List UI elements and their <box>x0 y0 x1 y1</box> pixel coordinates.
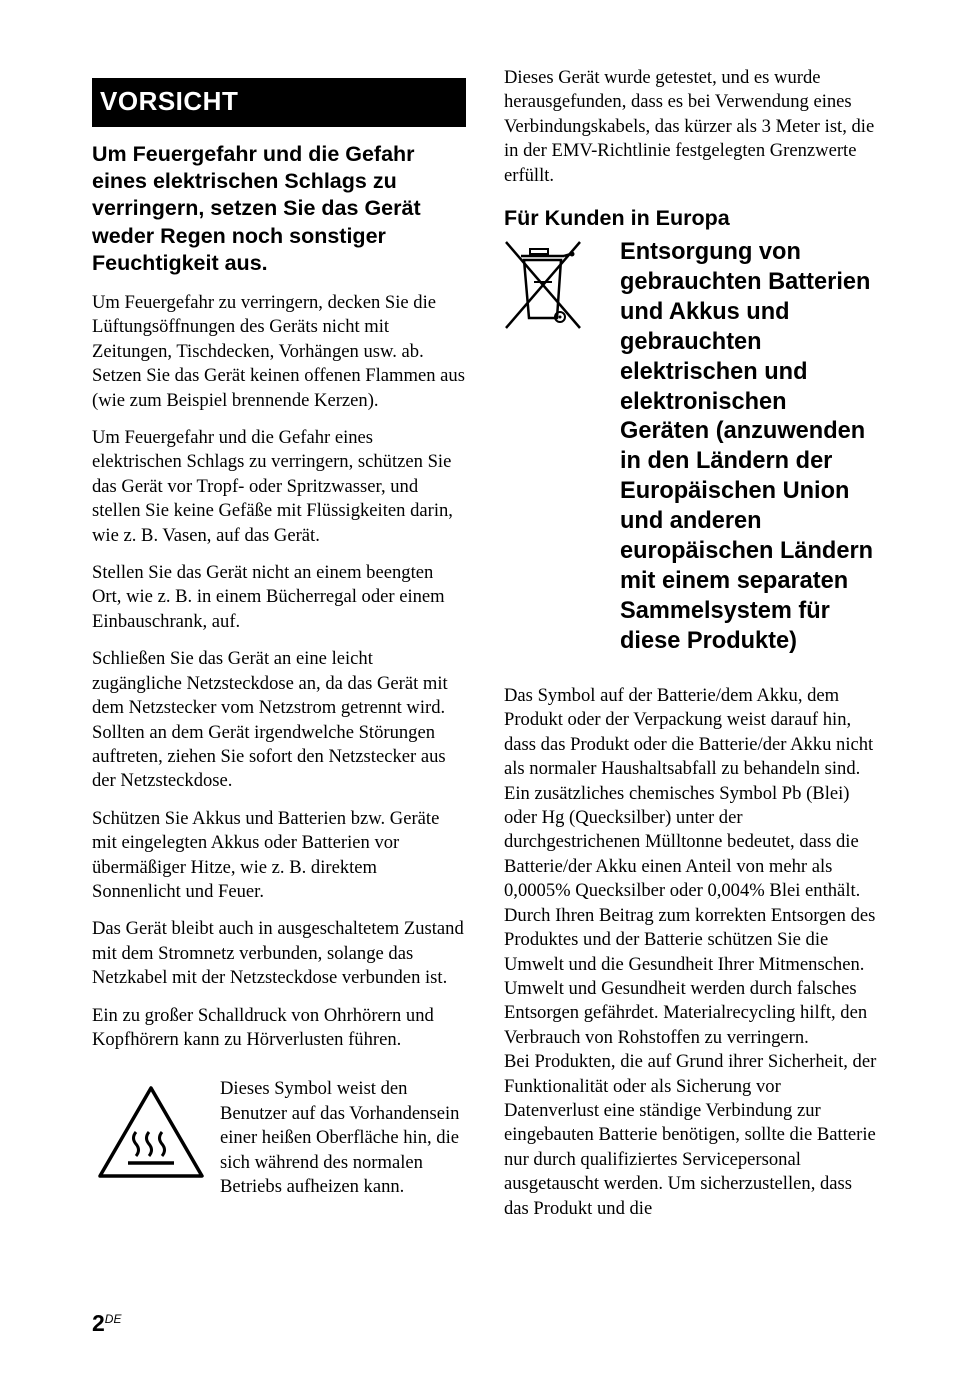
paragraph-confined-space: Stellen Sie das Gerät nicht an einem beengten Ort, wie z. B. in einem Bücherregal oder einem Einbauschrank, auf. <box>92 562 445 632</box>
paragraph-mains-outlet: Schließen Sie das Gerät an eine leicht zugängliche Netzsteckdose an, da das Gerät mit dem Netzstecker vom Netzstrom getrennt wird. Sollten an dem Gerät irgendwelche Störungen auftreten, ziehen Sie sofort den Netzstecker aus der Netzsteckdose. <box>92 648 448 792</box>
page-number-value: 2 <box>92 1310 105 1336</box>
weee-body: Das Symbol auf der Batterie/dem Akku, dem Produkt oder der Verpackung weist darauf hin, dass das Produkt oder die Batterie/der Akku nicht als normaler Haushaltsabfall zu behandeln sind. Ein zusätzliches chemisches Symbol Pb (Blei) oder Hg (Quecksilber) unter der durchgestrichenen Mülltonne bedeutet, dass die Batterie/der Akku einen Anteil von mehr als 0,0005% Quecksilber oder 0,004% Blei enthält. Durch Ihren Beitrag zum korrekten Entsorgen des Produktes und der Batterie schützen Sie die Umwelt und die Gesundheit Ihrer Mitmenschen. Umwelt und Gesundheit werden durch falsches Entsorgen gefährdet. Materialrecycling hilft, den Verbrauch von Rohstoffen zu verringern. <box>504 685 876 1048</box>
paragraph-sound-pressure: Ein zu großer Schalldruck von Ohrhörern und Kopfhörern kann zu Hörverlusten führen. <box>92 1004 434 1050</box>
paragraph-batteries-heat: Schützen Sie Akkus und Batterien bzw. Geräte mit eingelegten Akkus oder Batterien vor übermäßiger Hitze, wie z. B. direktem Sonnenlicht und Feuer. <box>92 807 440 902</box>
section-heading-europe: Für Kunden in Europa <box>504 206 730 231</box>
right-column <box>504 66 878 1221</box>
page-number <box>92 1310 121 1337</box>
weee-block <box>504 240 878 684</box>
weee-body-continued: Bei Produkten, die auf Grund ihrer Sicherheit, der Funktionalität oder als Sicherung vor Datenverlust eine ständige Verbindung zur eingebauten Batterie benötigen, sollte die Batterie nur durch qualifiziertes Servicepersonal ausgetauscht werden. Um sicherzustellen, dass das Produkt und die <box>504 1051 877 1219</box>
hot-surface-warning-icon <box>96 1084 206 1180</box>
crossed-out-wheelie-bin-icon <box>504 240 582 330</box>
emc-paragraph: Dieses Gerät wurde getestet, und es wurde herausgefunden, dass es bei Verwendung eines Verbindungskabels, das kürzer als 3 Meter ist, die in der EMV-Richtlinie festgelegten Grenzwerte erfüllt. <box>504 67 875 186</box>
hot-surface-text: Dieses Symbol weist den Benutzer auf das Vorhandensein einer heißen Oberfläche hin, die sich während des normalen Betriebs aufheizen kann. <box>220 1078 460 1198</box>
language-suffix: DE <box>104 1312 122 1326</box>
hot-surface-notice <box>92 1064 466 1214</box>
left-column <box>92 78 466 1214</box>
caution-banner: VORSICHT <box>92 78 466 127</box>
paragraph-standby-power: Das Gerät bleibt auch in ausgeschaltetem Zustand mit dem Stromnetz verbunden, solange das Netzkabel mit der Netzsteckdose verbunden ist. <box>92 918 464 989</box>
paragraph-ventilation: Um Feuergefahr zu verringern, decken Sie die Lüftungsöffnungen des Geräts nicht mit Zeitungen, Tischdecken, Vorhängen usw. ab. Setzen Sie das Gerät keinen offenen Flammen aus (wie zum Beispiel brennende Kerzen). <box>92 292 465 411</box>
weee-heading: Entsorgung von gebrauchten Batterien und Akkus und gebrauchten elektrischen und elektronischen Geräten (anzuwenden in den Ländern der Europäischen Union und anderen europäischen Ländern mit einem separaten Sammelsystem für diese Produkte) <box>620 239 874 654</box>
paragraph-water: Um Feuergefahr und die Gefahr eines elektrischen Schlags zu verringern, schützen Sie das Gerät vor Tropf- oder Spritzwasser, und stellen Sie keine Gefäße mit Flüssigkeiten darin, wie z. B. Vasen, auf das Gerät. <box>92 427 453 546</box>
fire-shock-warning: Um Feuergefahr und die Gefahr eines elektrischen Schlags zu verringern, setzen Sie das Gerät weder Regen noch sonstiger Feuchtigkeit aus. <box>92 142 421 275</box>
